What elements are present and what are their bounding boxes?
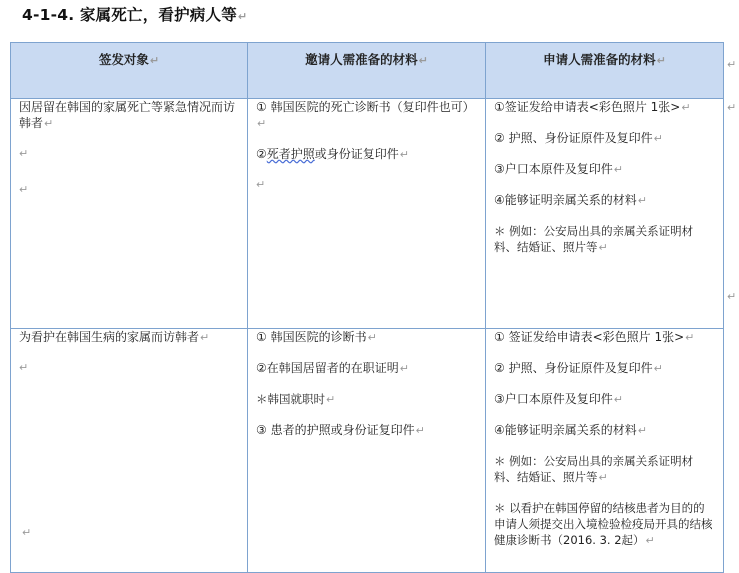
header-applicant: 申请人需准备的材料↵: [486, 43, 724, 99]
applicant-cell: ①签证发给申请表<彩色照片 1张>↵ ② 护照、身份证原件及复印件↵ ③户口本原件及复印件↵ ④能够证明亲属关系的材料↵ ＊ 例如：公安局出具的亲属关系证明材料、结婚证、照片等↵: [486, 99, 724, 329]
header-inviter: 邀请人需准备的材料↵: [248, 43, 486, 99]
page-heading: 4-1-4. 家属死亡，看护病人等↵: [22, 6, 248, 24]
table-header-row: [11, 43, 724, 99]
inviter-cell: ① 韩国医院的死亡诊断书（复印件也可）↵ ②死者护照或身份证复印件↵ ↵: [248, 99, 486, 329]
target-cell: 为看护在韩国生病的家属而访韩者↵ ↵: [11, 329, 248, 573]
row-end-mark: ↵: [727, 290, 737, 303]
header-target: 签发对象↵: [11, 43, 248, 99]
applicant-cell: ① 签证发给申请表<彩色照片 1张>↵ ② 护照、身份证原件及复印件↵ ③户口本原件及复印件↵ ④能够证明亲属关系的材料↵ ＊ 例如：公安局出具的亲属关系证明材料、结婚证、照片等↵ ＊ 以看护在韩国停留的结核患者为目的的申请人须提交出入境检验检疫局开具的结核健康诊断书（2016. 3. 2起）↵: [486, 329, 724, 573]
table-row: [11, 329, 724, 573]
inviter-item-2: ②死者护照或身份证复印件↵: [256, 147, 410, 161]
paragraph-mark: ↵: [22, 526, 32, 539]
table-row: [11, 99, 724, 329]
inviter-cell: ① 韩国医院的诊断书↵ ②在韩国居留者的在职证明↵ ＊韩国就职时↵ ③ 患者的护照或身份证复印件↵: [248, 329, 486, 573]
row-end-mark: ↵: [727, 58, 737, 71]
row-end-mark: ↵: [727, 101, 737, 114]
visa-document-table: [10, 42, 724, 573]
target-cell: 因居留在韩国的家属死亡等紧急情况而访韩者↵ ↵ ↵: [11, 99, 248, 329]
